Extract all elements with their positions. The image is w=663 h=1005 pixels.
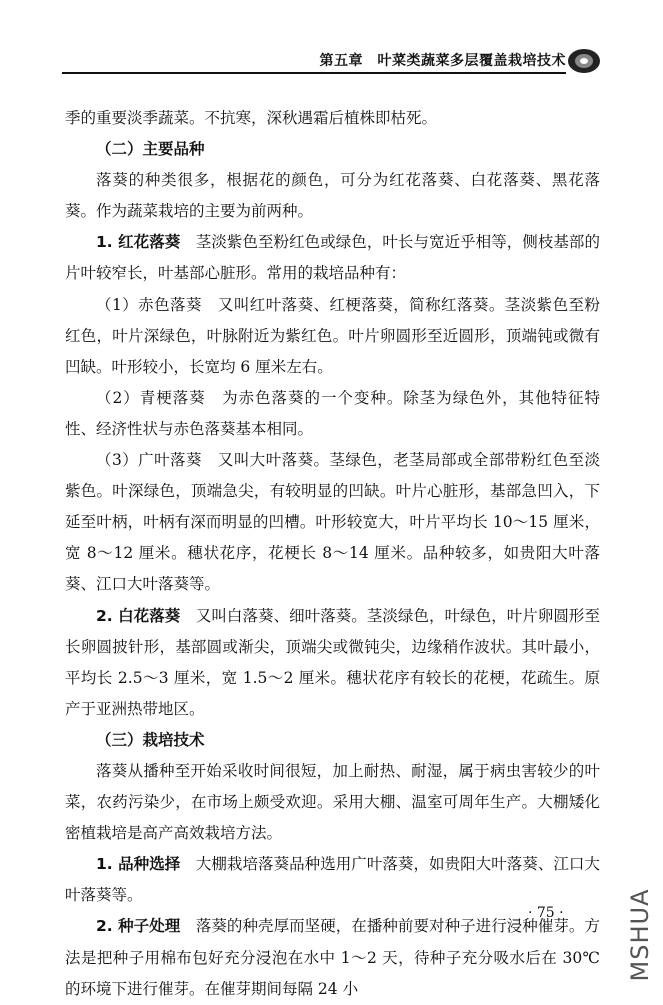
paragraph-text: 大棚栽培落葵品种选用广叶落葵，如贵阳大叶落葵、江口大叶落葵等。 <box>65 855 600 905</box>
section-heading-text: （二）主要品种 <box>96 140 205 159</box>
paragraph-seed-treatment <box>65 911 600 1004</box>
chapter-emblem-icon <box>566 46 602 76</box>
paragraph-text: 季的重要淡季蔬菜。不抗寒，深秋遇霜后植株即枯死。 <box>65 109 438 127</box>
paragraph-text: 又叫红叶落葵、红梗落葵，简称红落葵。茎淡紫色至粉红色，叶片深绿色，叶脉附近为紫红色。叶片卵圆形至近圆形，顶端钝或微有凹缺。叶形较小，长宽均 6 厘米左右。 <box>65 295 600 376</box>
paragraph-continuation <box>65 103 600 134</box>
variety-label: （1）赤色落葵 <box>96 295 202 314</box>
page-body <box>65 103 600 1005</box>
item-heading: 1. 品种选择 <box>96 855 181 874</box>
watermark-label: MSHUA <box>626 888 654 982</box>
section-heading-varieties <box>65 134 600 165</box>
paragraph <box>65 165 600 227</box>
header-rule <box>62 72 566 74</box>
paragraph-text: 又叫白落葵、细叶落葵。茎淡绿色，叶绿色，叶片卵圆形至长卵圆披针形，基部圆或渐尖，顶端尖或微钝尖，边缘稍作波状。其叶最小，平均长 2.5～3 厘米，宽 1.5～2 厘米。穗状花序有较长的花梗，花疏生。原产于亚洲热带地区。 <box>65 606 600 718</box>
paragraph-text: 为赤色落葵的一个变种。除茎为绿色外，其他特征特性、经济性状与赤色落葵基本相同。 <box>65 388 600 438</box>
chapter-title: 第五章 叶菜类蔬菜多层覆盖栽培技术 <box>319 53 566 69</box>
item-heading: 2. 白花落葵 <box>96 606 181 625</box>
paragraph-variety-1 <box>65 290 600 383</box>
item-heading: 1. 红花落葵 <box>96 233 181 252</box>
section-heading-text: （三）栽培技术 <box>96 730 205 749</box>
running-header <box>62 46 602 76</box>
paragraph-text: 落葵的种壳厚而坚硬，在播种前要对种子进行浸种催芽。方法是把种子用棉布包好充分浸泡在水中 1～2 天，待种子充分吸水后在 30℃的环境下进行催芽。在催芽期间每隔 24 小 <box>65 917 600 998</box>
item-heading: 2. 种子处理 <box>96 917 181 936</box>
paragraph <box>65 756 600 849</box>
paragraph-variety-2 <box>65 383 600 445</box>
paragraph-variety-3 <box>65 445 600 600</box>
paragraph-red-flower <box>65 227 600 289</box>
variety-label: （3）广叶落葵 <box>96 451 202 470</box>
paragraph-text: 落葵从播种至开始采收时间很短，加上耐热、耐湿，属于病虫害较少的叶菜，农药污染少，在市场上颇受欢迎。采用大棚、温室可周年生产。大棚矮化密植栽培是高产高效栽培方法。 <box>65 761 600 843</box>
watermark-text <box>626 880 656 990</box>
paragraph-variety-selection <box>65 849 600 911</box>
section-heading-cultivation <box>65 725 600 756</box>
paragraph-text: 落葵的种类很多，根据花的颜色，可分为红花落葵、白花落葵、黑花落葵。作为蔬菜栽培的主要为前两种。 <box>65 171 600 221</box>
paragraph-white-flower <box>65 601 600 725</box>
paragraph-text: 又叫大叶落葵。茎绿色，老茎局部或全部带粉红色至淡紫色。叶深绿色，顶端急尖，有较明显的凹缺。叶片心脏形，基部急凹入，下延至叶柄，叶柄有深而明显的凹槽。叶形较宽大，叶片平均长 10～15 厘米，宽 8～12 厘米。穗状花序，花梗长 8～14 厘米。品种较多，如贵阳大叶落葵、江口大叶落葵等。 <box>65 451 600 594</box>
page-number: · 75 · <box>528 905 564 921</box>
variety-label: （2）青梗落葵 <box>96 388 206 407</box>
paragraph-text: 茎淡紫色至粉红色或绿色，叶长与宽近乎相等，侧枝基部的片叶较窄长，叶基部心脏形。常用的栽培品种有： <box>65 233 600 283</box>
